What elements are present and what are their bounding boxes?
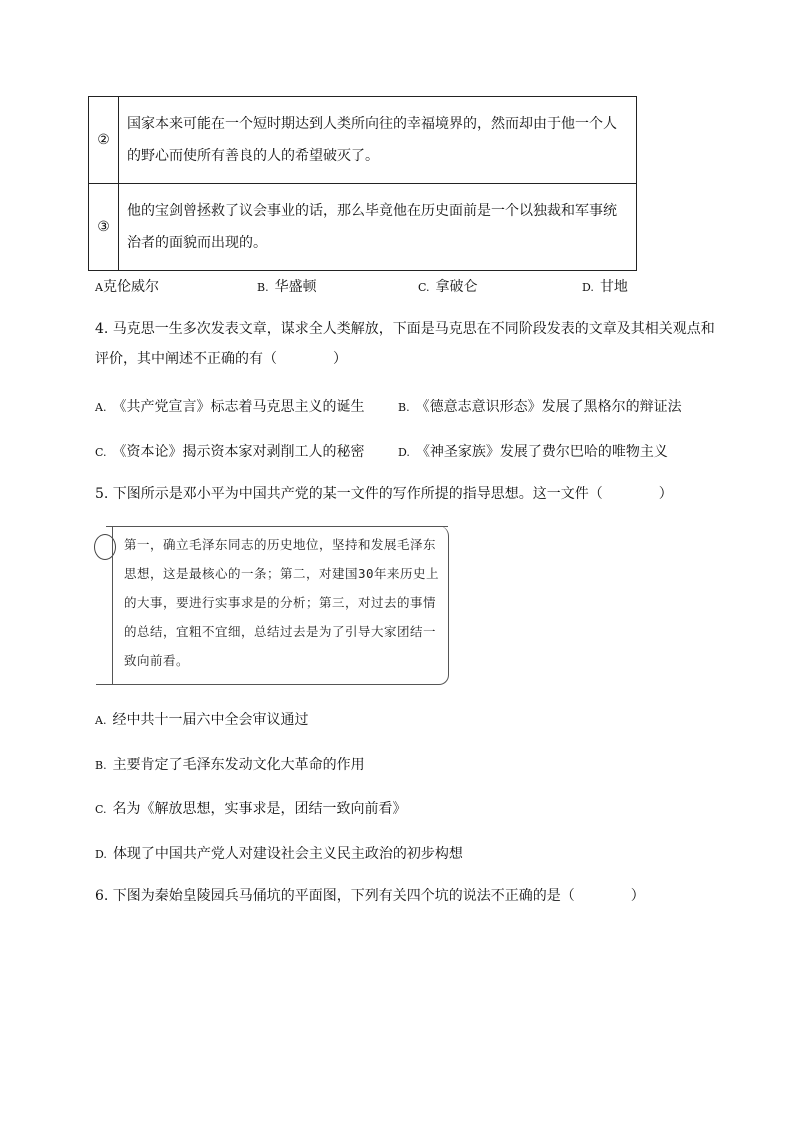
option-key: A. <box>95 401 107 414</box>
option-text: 名为《解放思想，实事求是，团结一致向前看》 <box>112 801 407 817</box>
option-key: C. <box>95 446 107 459</box>
q4-option-d[interactable] <box>398 441 668 461</box>
scroll-text: 第一，确立毛泽东同志的历史地位，坚持和发展毛泽东思想，这是最核心的一条；第二，对建国30年来历史上的大事，要进行实事求是的分析；第三，对过去的事情的总结，宜粗不宜细，总结过去是为了引导大家团结一致向前看。 <box>124 537 440 668</box>
question-4-stem: 4. 马克思一生多次发表文章，谋求全人类解放，下面是马克思在不同阶段发表的文章及其相关观点和评价，其中阐述不正确的有（ ） <box>95 321 715 367</box>
option-c[interactable] <box>418 276 478 296</box>
row-number: ③ <box>89 184 119 271</box>
option-key: B. <box>95 759 107 772</box>
scroll-rod <box>112 526 113 684</box>
quote-table <box>88 96 637 271</box>
option-text: 体现了中国共产党人对建设社会主义民主政治的初步构想 <box>112 846 463 862</box>
table-row <box>89 184 637 271</box>
q4-option-b[interactable] <box>398 396 682 416</box>
option-a[interactable] <box>95 276 159 296</box>
row-number: ② <box>89 97 119 184</box>
option-text: 经中共十一届六中全会审议通过 <box>112 712 309 728</box>
option-text: 拿破仑 <box>435 279 478 295</box>
option-text: 甘地 <box>599 279 628 295</box>
option-key: D. <box>582 281 594 294</box>
q4-option-c[interactable] <box>95 441 365 461</box>
option-text: 《德意志意识形态》发展了黑格尔的辩证法 <box>415 399 682 415</box>
question-5-stem: 5. 下图所示是邓小平为中国共产党的某一文件的写作所提的指导思想。这一文件（ ） <box>95 486 673 502</box>
table-row <box>89 97 637 184</box>
option-key: C. <box>418 281 430 294</box>
option-b[interactable] <box>257 276 317 296</box>
option-text: 主要肯定了毛泽东发动文化大革命的作用 <box>112 757 365 773</box>
option-key: A. <box>95 714 107 727</box>
option-d[interactable] <box>582 276 628 296</box>
option-text: 《神圣家族》发展了费尔巴哈的唯物主义 <box>415 444 668 460</box>
scroll-top-edge <box>106 526 448 527</box>
q5-option-d[interactable] <box>95 843 463 863</box>
question-6-stem: 6. 下图为秦始皇陵园兵马俑坑的平面图，下列有关四个坑的说法不正确的是（ ） <box>95 888 645 904</box>
q4-option-a[interactable] <box>95 396 364 416</box>
option-key: A <box>95 281 103 294</box>
q5-option-c[interactable] <box>95 798 407 818</box>
option-key: B. <box>398 401 410 414</box>
option-key: B. <box>257 281 269 294</box>
option-text: 华盛顿 <box>274 279 317 295</box>
q5-option-b[interactable] <box>95 754 365 774</box>
option-key: C. <box>95 803 107 816</box>
option-key: D. <box>95 848 107 861</box>
q5-option-a[interactable] <box>95 709 308 729</box>
option-key: D. <box>398 446 410 459</box>
scroll-image <box>96 526 449 685</box>
option-text: 《共产党宣言》标志着马克思主义的诞生 <box>112 399 365 415</box>
row-quote-text: 他的宝剑曾拯救了议会事业的话，那么毕竟他在历史面前是一个以独裁和军事统治者的面貌而出现的。 <box>119 184 637 271</box>
option-text: 克伦威尔 <box>102 279 159 295</box>
option-text: 《资本论》揭示资本家对剥削工人的秘密 <box>112 444 365 460</box>
row-quote-text: 国家本来可能在一个短时期达到人类所向往的幸福境界的，然而却由于他一个人的野心而使所有善良的人的希望破灭了。 <box>119 97 637 184</box>
